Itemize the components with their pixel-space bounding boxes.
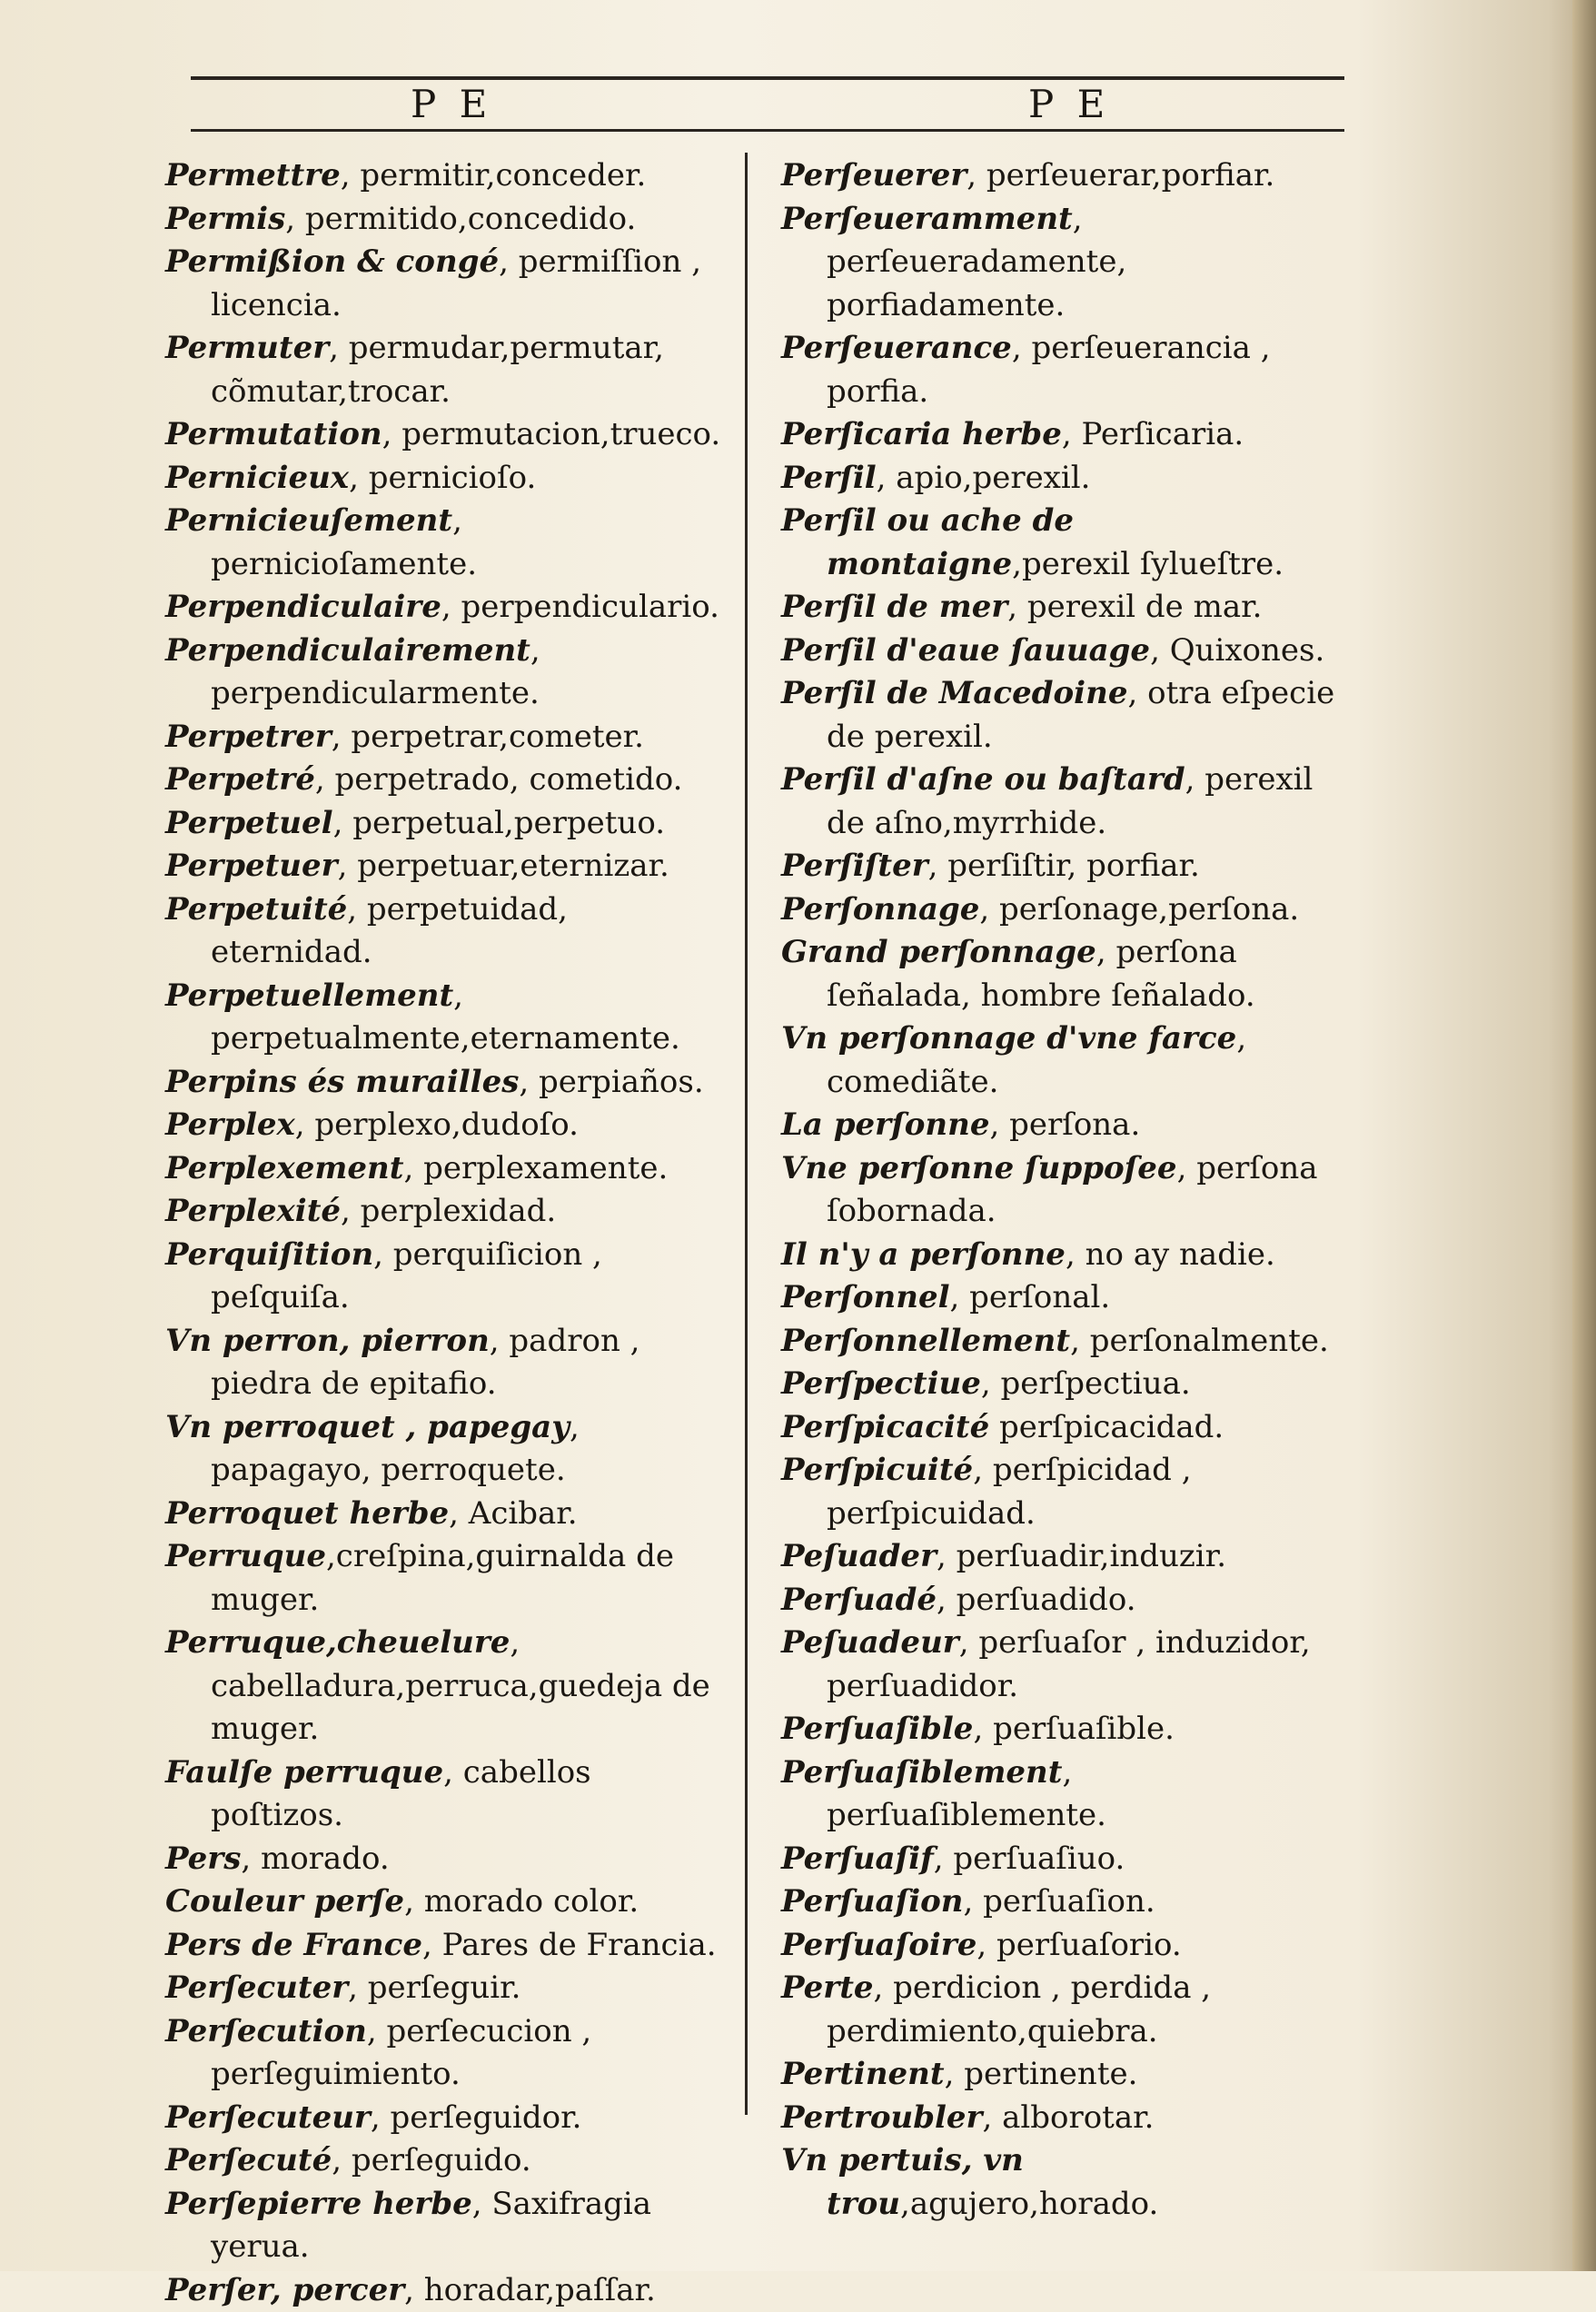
dictionary-entry [165,2139,724,2183]
entry-gloss: cabelladura,perruca,guedeja de muger. [211,1668,710,1748]
dictionary-entry [165,802,724,846]
entry-gloss: perpetuidad, eternidad. [211,891,568,971]
dictionary-entry [165,1622,724,1751]
entry-headword: Perſuaſion [781,1883,964,1920]
dictionary-entry [781,1147,1340,1234]
dictionary-entry [781,1579,1340,1622]
entry-gloss: perſecucion , perſeguimiento. [211,2013,591,2093]
entry-headword: Pernicieuſement [165,502,452,539]
page-edge [1572,0,1596,2271]
dictionary-entry [165,1924,724,1968]
entry-separator: , [1185,761,1205,798]
dictionary-entry [781,1622,1340,1708]
entry-separator: , [1012,546,1022,582]
dictionary-entry [781,888,1340,932]
entry-gloss: perſonal. [969,1279,1110,1315]
dictionary-entry [781,630,1340,673]
right-column [781,154,1340,2226]
entry-gloss: padron , piedra de epitafio. [211,1323,639,1403]
entry-headword: Perruque [165,1538,326,1574]
entry-headword: Couleur perſe [165,1883,404,1920]
entry-separator: , [490,1323,510,1359]
entry-separator: , [285,201,305,237]
dictionary-entry [781,1967,1340,2053]
entry-headword: Perroquet herbe [165,1495,449,1532]
entry-headword: Perpetrer [165,719,332,755]
dictionary-entry [781,672,1340,759]
entry-gloss: papagayo, perroquete. [211,1452,566,1488]
entry-separator: , [1177,1150,1197,1186]
dictionary-entry [781,1449,1340,1535]
dictionary-entry [781,1751,1340,1838]
dictionary-entry [781,154,1340,198]
entry-separator: , [934,1841,954,1877]
entry-headword: Perſepierre herbe [165,2186,472,2222]
entry-separator: , [367,2013,387,2049]
dictionary-entry [165,198,724,242]
entry-gloss: Perſicaria. [1081,416,1244,452]
entry-headword: Vn perron, pierron [165,1323,490,1359]
entry-headword: Perſuadé [781,1582,937,1618]
entry-separator: , [1062,1754,1072,1791]
dictionary-entry [165,1147,724,1191]
entry-gloss: pertinente. [964,2056,1137,2092]
entry-separator: , [333,805,353,841]
entry-headword: Perſonnage [781,891,979,928]
entry-separator: , [452,502,462,539]
entry-gloss: perſpicacidad. [999,1409,1224,1445]
entry-gloss: Saxifragia yerua. [211,2186,651,2266]
entry-gloss: perſuaſorio. [996,1927,1182,1963]
entry-headword: La perſonne [781,1106,989,1143]
entry-separator: , [979,891,999,928]
entry-gloss: perplexo,dudoſo. [314,1106,579,1143]
entry-gloss: perſeuerancia , porfia. [827,330,1271,410]
dictionary-entry [165,586,724,630]
entry-headword: Perſiſter [781,848,928,884]
entry-separator: , [338,848,358,884]
dictionary-entry [165,845,724,888]
entry-headword: Perſecuter [165,1970,348,2006]
entry-gloss: perpendiculario. [461,589,719,625]
entry-separator: , [349,460,369,496]
entry-headword: Permuter [165,330,329,366]
entry-separator: , [570,1409,580,1445]
entry-headword: Pertroubler [781,2099,982,2136]
entry-separator: , [441,589,461,625]
entry-gloss: perexil de aſno,myrrhide. [827,761,1313,841]
entry-headword: Perpetuer [165,848,338,884]
dictionary-entry [165,2183,724,2269]
entry-headword: Perſil de Macedoine [781,675,1127,711]
entry-gloss: perexil de mar. [1027,589,1263,625]
entry-separator: , [499,243,519,280]
entry-headword: Perſil [781,460,877,496]
entry-gloss: perſonage,perſona. [999,891,1299,928]
entry-gloss: permitido,concedido. [305,201,637,237]
entry-separator: , [877,460,897,496]
entry-separator: , [443,1754,463,1791]
entry-separator: , [332,719,352,755]
dictionary-entry [165,1061,724,1105]
entry-headword: Perpendiculairement [165,632,530,669]
entry-headword: Perplexité [165,1193,341,1229]
entry-separator: , [1127,675,1147,711]
entry-gloss: otra eſpecie de perexil. [827,675,1334,755]
dictionary-entry [781,2139,1340,2226]
dictionary-entry [781,586,1340,630]
dictionary-entry [781,500,1340,586]
entry-headword: Permißion & congé [165,243,499,280]
entry-separator: , [332,2142,352,2178]
entry-headword: Pers de France [165,1927,422,1963]
entry-gloss: pernicioſo. [369,460,537,496]
entry-separator: , [347,891,367,928]
entry-headword: Perſuaſiblement [781,1754,1062,1791]
entry-gloss: perplexidad. [361,1193,557,1229]
entry-headword: Perquiſition [165,1236,373,1273]
dictionary-entry [165,888,724,975]
entry-separator: , [1012,330,1032,366]
entry-gloss: perſona ſeñalada, hombre ſeñalado. [827,934,1255,1014]
entry-gloss: cabellos poſtizos. [211,1754,591,1834]
dictionary-entry [165,759,724,802]
entry-headword: Perſecuteur [165,2099,371,2136]
entry-headword: Perpetuité [165,891,347,928]
entry-headword: Perpins és murailles [165,1064,519,1100]
dictionary-entry [781,457,1340,501]
entry-gloss: perſuaſion. [983,1883,1155,1920]
entry-gloss: morado. [261,1841,390,1877]
entry-separator: , [510,1624,520,1661]
entry-headword: Perplexement [165,1150,403,1186]
entry-separator: , [959,1624,979,1661]
dictionary-entry [781,931,1340,1017]
entry-separator: , [973,1452,993,1488]
entry-separator: , [404,2272,424,2308]
dictionary-entry [165,1751,724,1838]
entry-headword: Perſpicuité [781,1452,973,1488]
entry-separator: , [981,1365,1001,1402]
dictionary-entry [781,1017,1340,1104]
entry-gloss: perexil ſylueſtre. [1022,546,1284,582]
dictionary-entry [781,1363,1340,1406]
entry-separator: , [422,1927,442,1963]
entry-separator: , [519,1064,539,1100]
dictionary-entry [165,2097,724,2140]
entry-gloss: no ay nadie. [1085,1236,1275,1273]
entry-gloss: horadar,paſſar. [424,2272,656,2308]
entry-separator: , [371,2099,391,2136]
dictionary-entry [165,154,724,198]
dictionary-entry [165,327,724,413]
entry-gloss: perpendicularmente. [211,675,540,711]
entry-headword: Perpetuel [165,805,333,841]
entry-headword: Perſicaria herbe [781,416,1062,452]
entry-gloss: perſeueradamente, porfiadamente. [827,243,1126,323]
entry-headword: Perplex [165,1106,295,1143]
entry-gloss: Acibar. [469,1495,578,1532]
entry-separator: , [348,1970,368,2006]
dictionary-entry [781,413,1340,457]
entry-gloss: morado color. [424,1883,639,1920]
entry-headword: Grand perſonnage [781,934,1096,970]
entry-separator: , [900,2186,910,2222]
entry-gloss: perſuadido. [957,1582,1136,1618]
entry-headword: Permis [165,201,285,237]
entry-gloss: perſona. [1009,1106,1140,1143]
dictionary-entry [165,413,724,457]
dictionary-entry [781,1924,1340,1968]
entry-gloss: permitir,conceder. [360,157,646,193]
dictionary-entry [165,1535,724,1622]
dictionary-entry [165,1104,724,1147]
dictionary-entry [165,1838,724,1881]
entry-separator: , [373,1236,393,1273]
entry-gloss: perpetrar,cometer. [351,719,644,755]
dictionary-entry [165,1190,724,1234]
entry-gloss: perſonalmente. [1090,1323,1329,1359]
entry-gloss: permudar,permutar, cõmutar,trocar. [211,330,664,410]
entry-headword: Perſil d'eaue ſauuage [781,632,1150,669]
entry-gloss: perſuadir,induzir. [957,1538,1226,1574]
entry-gloss: pernicioſamente. [211,546,477,582]
dictionary-entry [165,457,724,501]
entry-headword: Perſeuerer [781,157,967,193]
entry-headword: Permettre [165,157,341,193]
left-column [165,154,724,2312]
entry-headword: Perſil d'aſne ou baſtard [781,761,1185,798]
entry-separator: , [1007,589,1027,625]
entry-gloss: perſuaſiblemente. [827,1797,1106,1833]
entry-separator: , [382,416,402,452]
dictionary-entry [165,1234,724,1320]
entry-headword: Perſpicacité [781,1409,989,1445]
entry-gloss: perpetualmente,eternamente. [211,1020,680,1057]
entry-separator: , [1096,934,1116,970]
entry-headword: Perſpectiue [781,1365,981,1402]
dictionary-entry [165,2269,724,2312]
entry-gloss: perſiſtir, porfiar. [947,848,1200,884]
dictionary-entry [165,1406,724,1493]
entry-separator: , [1150,632,1170,669]
dictionary-entry [781,1838,1340,1881]
dictionary-entry [781,845,1340,888]
column-divider [745,153,748,2115]
entry-separator: , [967,157,986,193]
dictionary-entry [781,759,1340,845]
dictionary-entry [781,1320,1340,1364]
entry-gloss: perpetual,perpetuo. [352,805,665,841]
dictionary-entry [165,500,724,586]
entry-separator: , [1070,1323,1090,1359]
entry-separator: , [989,1106,1009,1143]
entry-gloss: alborotar. [1002,2099,1154,2136]
entry-gloss: perſpicidad , perſpicuidad. [827,1452,1192,1532]
entry-gloss: perplexamente. [423,1150,668,1186]
entry-separator: , [449,1495,469,1532]
entry-gloss: perdicion , perdida , perdimiento,quiebra. [827,1970,1211,2049]
entry-separator: , [945,2056,965,2092]
entry-gloss: Quixones. [1170,632,1325,669]
dictionary-entry [781,1234,1340,1277]
entry-separator: , [973,1711,993,1747]
entry-headword: Perruque,cheuelure [165,1624,510,1661]
dictionary-entry [781,1104,1340,1147]
entry-gloss: perſuaſor , induzidor, perſuadidor. [827,1624,1311,1704]
dictionary-entry [165,1880,724,1924]
entry-separator: , [950,1279,970,1315]
entry-gloss: perſona ſobornada. [827,1150,1318,1230]
dictionary-entry [165,241,724,327]
entry-headword: Perſecuté [165,2142,332,2178]
entry-gloss: perſuaſiuo. [953,1841,1125,1877]
entry-separator: , [341,157,361,193]
entry-gloss: perſeuerar,porfiar. [986,157,1274,193]
entry-gloss: perſeguido. [352,2142,531,2178]
dictionary-entry [781,327,1340,413]
entry-headword: Permutation [165,416,382,452]
entry-separator: , [1073,201,1083,237]
entry-gloss: perſpectiua. [1001,1365,1191,1402]
dictionary-entry [781,2053,1340,2097]
running-head-left: P E [411,82,492,126]
entry-separator: , [341,1193,361,1229]
entry-headword: Perſeueramment [781,201,1073,237]
entry-separator: , [530,632,540,669]
dictionary-entry [165,716,724,759]
entry-headword: Perſuaſible [781,1711,973,1747]
entry-headword: Il n'y a perſonne [781,1236,1066,1273]
entry-headword: Perpetré [165,761,315,798]
entry-separator: , [937,1538,957,1574]
entry-gloss: agujero,horado. [910,2186,1158,2222]
entry-separator: , [326,1538,336,1574]
entry-headword: Vn perſonnage d'vne farce [781,1020,1236,1057]
entry-headword: Perte [781,1970,874,2006]
dictionary-entry [165,630,724,716]
entry-separator: , [982,2099,1002,2136]
entry-headword: Perſonnellement [781,1323,1070,1359]
entry-gloss: permiſſion , licencia. [211,243,701,323]
entry-gloss: perſeguidor. [390,2099,581,2136]
entry-gloss: perpetrado, cometido. [334,761,682,798]
dictionary-entry [781,1708,1340,1751]
entry-gloss: apio,perexil. [896,460,1090,496]
entry-separator: , [976,1927,996,1963]
entry-gloss: perpiaños. [539,1064,704,1100]
entry-gloss: permutacion,trueco. [401,416,720,452]
entry-separator: , [472,2186,492,2222]
dictionary-entry [781,1276,1340,1320]
entry-headword: Pers [165,1841,241,1877]
entry-gloss: perſuaſible. [993,1711,1175,1747]
entry-headword: Vn perroquet , papegay [165,1409,570,1445]
dictionary-entry [165,2010,724,2097]
entry-headword: Perſuaſoire [781,1927,976,1963]
dictionary-entry [781,2097,1340,2140]
dictionary-entry [781,198,1340,328]
entry-headword: Vn pertuis, vn trou [781,2142,1024,2222]
entry-headword: Perpetuellement [165,977,453,1014]
entry-separator: , [241,1841,261,1877]
entry-separator: , [1236,1020,1246,1057]
entry-headword: Perpendiculaire [165,589,441,625]
dictionary-entry [781,1535,1340,1579]
dictionary-entry [165,975,724,1061]
entry-separator: , [964,1883,984,1920]
entry-separator: , [403,1150,423,1186]
entry-headword: Perſer, percer [165,2272,404,2308]
entry-headword: Peſuader [781,1538,937,1574]
entry-gloss: perquiſicion , peſquiſa. [211,1236,602,1316]
entry-gloss: creſpina,guirnalda de muger. [211,1538,674,1618]
entry-headword: Perſonnel [781,1279,950,1315]
entry-separator: , [295,1106,315,1143]
entry-headword: Perſuaſif [781,1841,934,1877]
entry-headword: Perſil de mer [781,589,1007,625]
entry-headword: Vne perſonne ſuppoſee [781,1150,1177,1186]
entry-separator: , [1066,1236,1085,1273]
dictionary-entry [781,1406,1340,1450]
dictionary-entry [165,1320,724,1406]
entry-separator [989,1409,999,1445]
entry-separator: , [315,761,335,798]
entry-separator: , [937,1582,957,1618]
header-rule [191,129,1344,132]
top-rule [191,76,1344,80]
entry-separator: , [329,330,349,366]
entry-gloss: Pares de Francia. [442,1927,717,1963]
entry-headword: Perſecution [165,2013,367,2049]
entry-headword: Peſuadeur [781,1624,959,1661]
dictionary-entry [781,1880,1340,1924]
running-head-right: P E [1028,82,1110,126]
entry-headword: Perſil ou ache de montaigne [781,502,1074,582]
entry-headword: Pernicieux [165,460,349,496]
entry-headword: Pertinent [781,2056,945,2092]
entry-headword: Faulſe perruque [165,1754,443,1791]
entry-separator: , [874,1970,894,2006]
entry-gloss: perpetuar,eternizar. [357,848,669,884]
entry-separator: , [404,1883,424,1920]
entry-separator: , [928,848,948,884]
entry-headword: Perſeuerance [781,330,1012,366]
entry-gloss: perſeguir. [368,1970,521,2006]
entry-separator: , [1062,416,1082,452]
dictionary-entry [165,1967,724,2010]
entry-gloss: comediãte. [827,1064,998,1100]
entry-separator: , [453,977,463,1014]
dictionary-entry [165,1493,724,1536]
